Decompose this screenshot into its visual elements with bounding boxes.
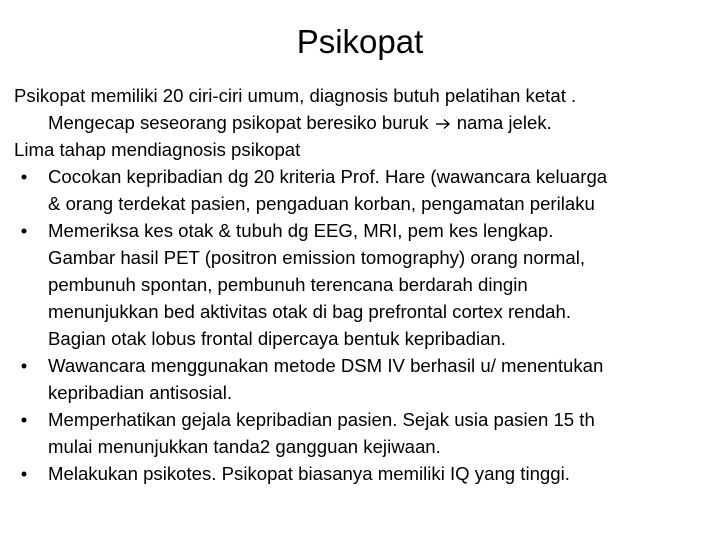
bullet-item bbox=[14, 406, 710, 460]
bullet-line: & orang terdekat pasien, pengaduan korban, pengamatan perilaku bbox=[48, 193, 595, 214]
bullet-line: mulai menunjukkan tanda2 gangguan kejiwaan. bbox=[48, 436, 441, 457]
slide-title: Psikopat bbox=[296, 23, 424, 60]
bullet-line: Wawancara menggunakan metode DSM IV berhasil u/ menentukan bbox=[48, 355, 604, 376]
intro-line-1: Psikopat memiliki 20 ciri-ciri umum, diagnosis butuh pelatihan ketat . bbox=[14, 85, 577, 106]
bullet-line: Melakukan psikotes. Psikopat biasanya memiliki IQ yang tinggi. bbox=[48, 463, 570, 484]
bullet-line: Memperhatikan gejala kepribadian pasien. Sejak usia pasien 15 th bbox=[48, 409, 595, 430]
intro-line-2-start: Mengecap seseorang psikopat beresiko buruk bbox=[48, 112, 429, 133]
bullet-line: Cocokan kepribadian dg 20 kriteria Prof. Hare (wawancara keluarga bbox=[48, 166, 608, 187]
bullet-line: pembunuh spontan, pembunuh terencana berdarah dingin bbox=[48, 274, 528, 295]
arrow-right-icon bbox=[434, 109, 452, 136]
bullet-line: Memeriksa kes otak & tubuh dg EEG, MRI, pem kes lengkap. bbox=[48, 220, 554, 241]
bullet-line: Bagian otak lobus frontal dipercaya bentuk kepribadian. bbox=[48, 328, 506, 349]
bullet-line: menunjukkan bed aktivitas otak di bag prefrontal cortex rendah. bbox=[48, 301, 572, 322]
bullet-dot: • bbox=[20, 355, 28, 376]
bullet-item bbox=[14, 163, 710, 217]
bullet-dot: • bbox=[20, 463, 28, 484]
bullet-dot: • bbox=[20, 409, 28, 430]
bullet-item bbox=[14, 460, 710, 487]
bullet-dot: • bbox=[20, 166, 28, 187]
bullet-list bbox=[14, 163, 710, 487]
intro-line-2-end: nama jelek. bbox=[456, 112, 552, 133]
subheading: Lima tahap mendiagnosis psikopat bbox=[14, 139, 301, 160]
intro-paragraph bbox=[14, 82, 710, 136]
slide-body bbox=[14, 82, 710, 487]
bullet-item bbox=[14, 217, 710, 352]
intro-line-2 bbox=[14, 109, 710, 136]
bullet-dot: • bbox=[20, 220, 28, 241]
bullet-item bbox=[14, 352, 710, 406]
bullet-line: Gambar hasil PET (positron emission tomography) orang normal, bbox=[48, 247, 586, 268]
bullet-line: kepribadian antisosial. bbox=[48, 382, 232, 403]
